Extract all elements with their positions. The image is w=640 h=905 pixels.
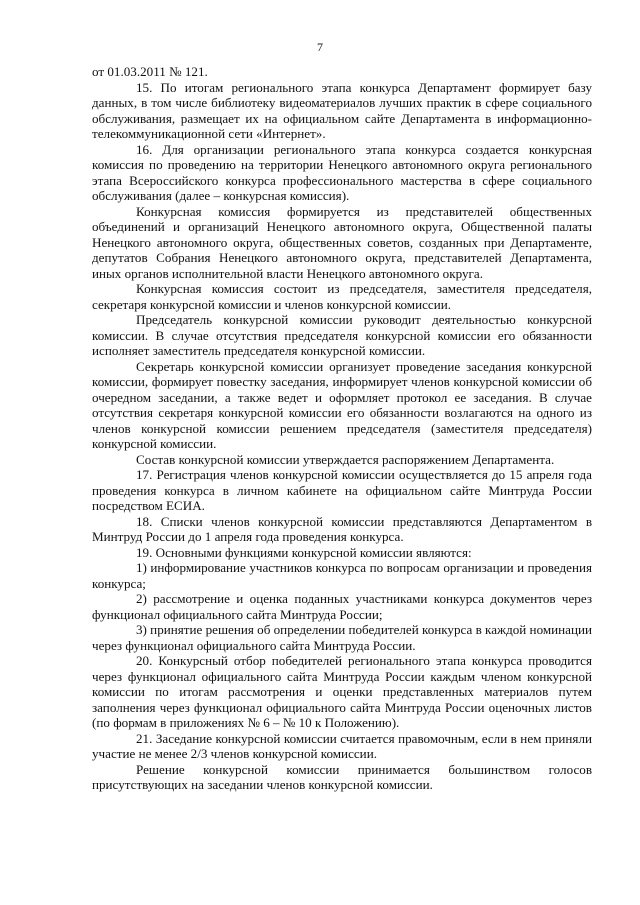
paragraph-item-16: 16. Для организации регионального этапа конкурса создается конкурсная комиссия по проведению на территории Ненецкого автономного округа регионального этапа Всероссийского конкурса профессионального мастерства в сфере социального обслуживания (далее – конкурсная комиссия). [92,141,592,203]
paragraph-commission-composition: Конкурсная комиссия формируется из представителей общественных объединений и организаций Ненецкого автономного округа, Общественной палаты Ненецкого автономного округа, общественных советов, созданных при Департаменте, депутатов Собрания Ненецкого автономного округа, представителей Департамента, иных органов исполнительной власти Ненецкого автономного округа. [92,203,592,281]
paragraph-chairman: Председатель конкурсной комиссии руководит деятельностью конкурсной комиссии. В случае отсутствия председателя конкурсной комиссии его обязанности исполняет заместитель председателя конкурсной комиссии. [92,312,592,358]
paragraph-item-21: 21. Заседание конкурсной комиссии считается правомочным, если в нем приняли участие не менее 2/3 членов конкурсной комиссии. [92,730,592,761]
paragraph-item-17: 17. Регистрация членов конкурсной комиссии осуществляется до 15 апреля года проведения конкурса в личном кабинете на официальном сайте Минтруда России посредством ЕСИА. [92,467,592,513]
paragraph-commission-members: Конкурсная комиссия состоит из председателя, заместителя председателя, секретаря конкурсной комиссии и членов конкурсной комиссии. [92,281,592,312]
paragraph-function-1: 1) информирование участников конкурса по вопросам организации и проведения конкурса; [92,560,592,591]
paragraph-composition-approval: Состав конкурсной комиссии утверждается распоряжением Департамента. [136,451,555,467]
paragraph-item-15: 15. По итогам регионального этапа конкурса Департамент формирует базу данных, в том числе библиотеку видеоматериалов лучших практик в сфере социального обслуживания, размещает их на официальном сайте Департамента в информационно-телекоммуникационной сети «Интернет». [92,79,592,141]
paragraph-decision: Решение конкурсной комиссии принимается большинством голосов присутствующих на заседании членов конкурсной комиссии. [92,761,592,792]
paragraph-function-2: 2) рассмотрение и оценка поданных участниками конкурса документов через функционал официального сайта Минтруда России; [92,591,592,622]
paragraph-item-20: 20. Конкурсный отбор победителей регионального этапа конкурса проводится через функционал официального сайта Минтруда России каждым членом конкурсной комиссии по итогам рассмотрения и оценки представленных материалов путем заполнения через функционал официального сайта Минтруда России оценочных листов (по формам в приложениях № 6 – № 10 к Положению). [92,653,592,730]
paragraph-item-18: 18. Списки членов конкурсной комиссии представляются Департаментом в Минтруд России до 1 апреля года проведения конкурса. [92,513,592,544]
paragraph-continuation: от 01.03.2011 № 121. [92,64,208,79]
paragraph-secretary: Секретарь конкурсной комиссии организует проведение заседания конкурсной комиссии, формирует повестку заседания, информирует членов конкурсной комиссии об очередном заседании, а также ведет и оформляет протокол ее заседания. В случае отсутствия секретаря конкурсной комиссии его обязанности возлагаются на одного из членов конкурсной комиссии решением председателя (заместителя председателя) конкурсной комиссии. [92,358,592,451]
paragraph-function-3: 3) принятие решения об определении победителей конкурса в каждой номинации через функционал официального сайта Минтруда России. [92,622,592,653]
page-number: 7 [317,40,323,54]
paragraph-item-19: 19. Основными функциями конкурсной комиссии являются: [136,544,472,560]
document-body [92,64,592,793]
